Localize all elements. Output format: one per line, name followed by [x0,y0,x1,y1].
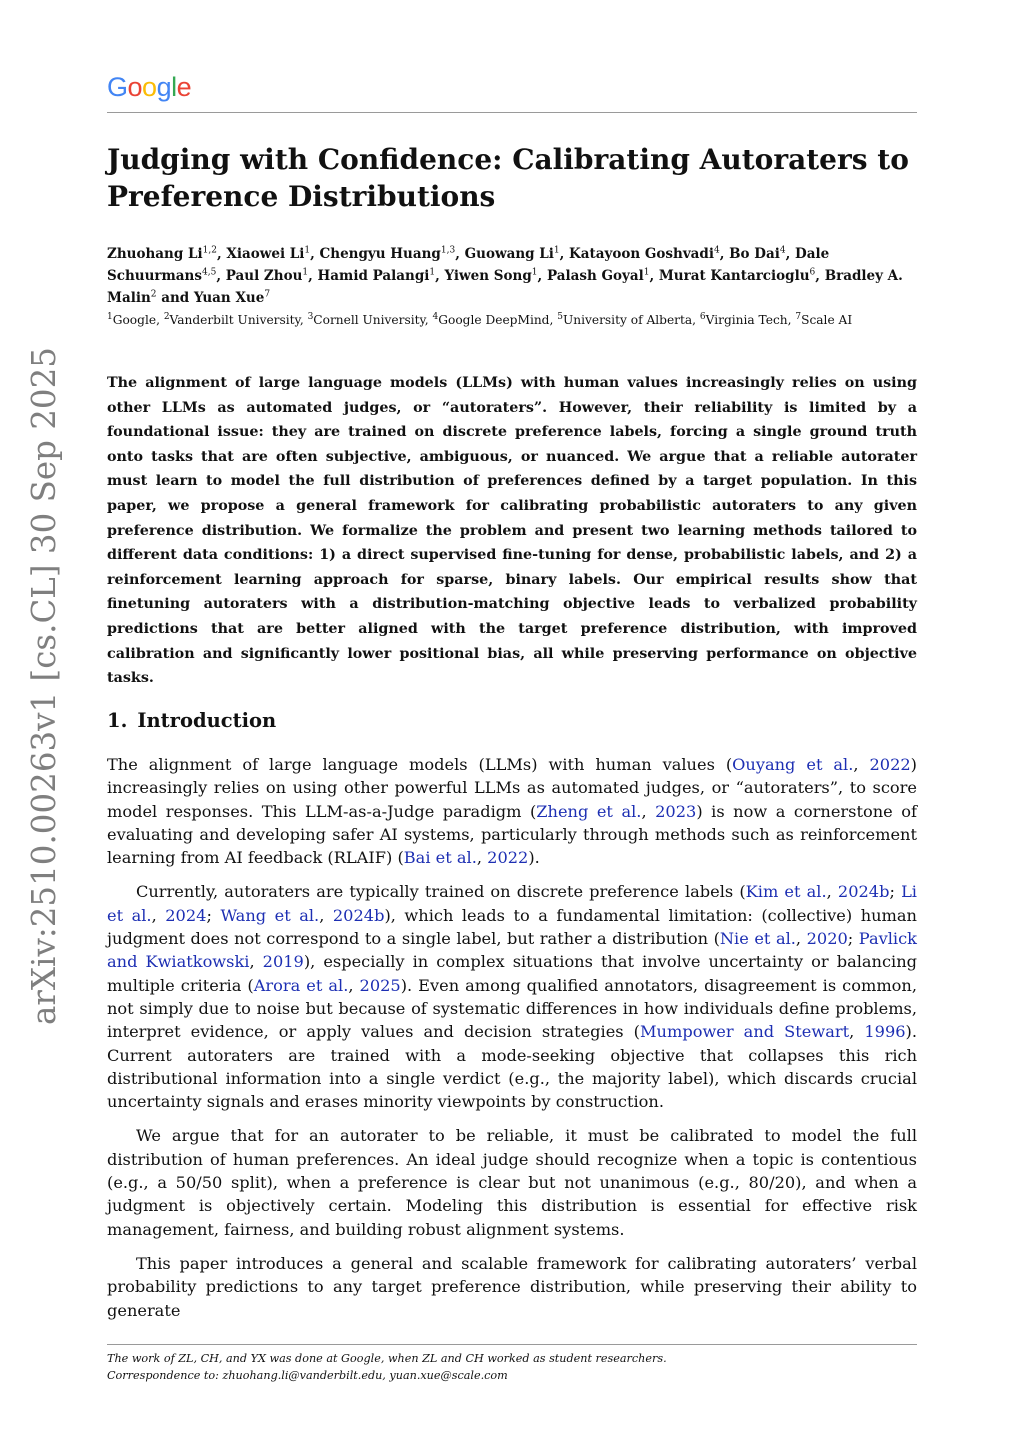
google-logo [107,74,191,101]
affiliation-name: Google [112,313,157,327]
author-affiliation-mark: 7 [264,289,271,300]
logo-letter: e [176,72,192,102]
paragraph-text: , [641,801,656,821]
author-affiliation-mark: 4,5 [201,267,217,278]
affiliation-name: Virginia Tech [705,313,788,327]
logo-letter: o [127,72,143,102]
author-affiliation-mark: 1 [643,267,650,278]
affiliation-name: Scale AI [801,313,853,327]
affiliation-name: Cornell University [313,313,425,327]
paragraph-text: ). Current autoraters are trained with a mode-seeking objective that collapses this rich distributional information into a single verdict (e.g., the majority label), which discards crucial uncertainty signals and erases minority viewpoints by construction. [107,1022,918,1112]
paragraph-text: , [249,952,263,972]
footnote-rule [107,1344,917,1345]
citation-link[interactable]: 2024b [332,905,385,925]
citation-link[interactable]: 2019 [262,952,304,972]
citation-link[interactable]: 2025 [359,975,401,995]
paragraph-text: ), which leads to a fundamental limitation: (collective) human judgment does not correspond to a single label, but rather a distribution ( [107,905,917,949]
paragraph-text: ) is now a cornerstone of evaluating and developing safer AI systems, particularly through methods such as reinforcement learning from AI feedback (RLAIF) ( [107,801,917,868]
paragraph-text: , [476,848,488,868]
paragraph-text: The alignment of large language models (LLMs) with human values ( [107,755,733,774]
paragraph-text: ; [847,929,859,949]
affiliation-mark: 7 [795,311,802,322]
paragraph-text: ) increasingly relies on using other powerful LLMs as automated judges, or “autoraters”, to score model responses. This LLM-as-a-Judge paradigm ( [107,755,917,821]
author-name: Bo Dai [729,246,780,262]
affiliation-mark: 2 [163,311,170,322]
abstract: The alignment of large language models (LLMs) with human values increasingly relies on using other LLMs as automated judges, or “autoraters”. However, their reliability is limited by a foundational issue: they are trained on discrete preference labels, forcing a single ground truth onto tasks that are often subjective, ambiguous, or nuanced. We argue that a reliable autorater must learn to model the full distribution of preferences defined by a target population. In this paper, we propose a general framework for calibrating probabilistic autoraters to any given preference distribution. We formalize the problem and present two learning methods tailored to different data conditions: 1) a direct supervised fine-tuning for dense, probabilistic labels, and 2) a reinforcement learning approach for sparse, binary labels. Our empirical results show that finetuning autoraters with a distribution-matching objective leads to verbalized probability predictions that are better aligned with the target preference distribution, with improved calibration and significantly lower positional bias, all while preserving performance on objective tasks. [107,375,917,687]
author-name: Katayoon Goshvadi [569,246,714,262]
intro-paragraph [107,1124,917,1240]
logo-letter: g [156,72,172,102]
intro-paragraph [107,753,917,869]
author-name: Paul Zhou [225,268,303,284]
author-name: Chengyu Huang [319,246,441,262]
author-name: Zhuohang Li [107,246,203,262]
author-affiliation-mark: 1 [553,245,560,256]
paragraph-text: , [853,755,870,774]
citation-link[interactable]: Wang et al. [220,905,320,925]
author-affiliation-mark: 1,2 [202,245,217,256]
intro-paragraph [107,1252,917,1322]
header-rule [107,112,917,113]
footnote-correspondence: Correspondence to: zhuohang.li@vanderbilt.edu, yuan.xue@scale.com [107,1369,508,1382]
author-name: Guowang Li [464,246,554,262]
introduction-body [107,753,917,1333]
citation-link[interactable]: Ouyang et al. [732,755,854,774]
footnote-work-note: The work of ZL, CH, and YX was done at Google, when ZL and CH worked as student researchers. [107,1352,667,1365]
author-name: Dale Schuurmans [107,246,830,284]
citation-link[interactable]: 1996 [864,1022,906,1042]
affiliation-mark: 6 [699,311,706,322]
affiliation-list: $^1$Google, $^2$Vanderbilt University, $^3$Cornell University, $^4$Google DeepMind, $^5$University of Alberta, $^6$Virginia Tech, $^7$Scale AI [107,311,853,327]
author-affiliation-mark: 1,3 [440,245,456,256]
author-name: Xiaowei Li [226,246,305,262]
author-affiliation-mark: 2 [150,289,157,300]
author-name: Yiwen Song [444,268,532,284]
affiliation-name: Vanderbilt University [169,313,300,327]
author-name: Yuan Xue [193,290,265,306]
author-affiliation-mark: 1 [429,267,436,278]
logo-letter: l [171,72,177,102]
author-name: Murat Kantarcioglu [658,268,810,284]
paragraph-text: ; [206,905,221,925]
author-affiliation-mark: 6 [809,267,816,278]
arxiv-identifier[interactable]: arXiv:2510.00263v1 [cs.CL] 30 Sep 2025 [25,347,63,1025]
paper-title: Judging with Confidence: Calibrating Autoraters to Preference Distributions [107,143,909,213]
citation-link[interactable]: Nie et al. [719,929,796,949]
section-heading [107,706,276,736]
logo-letter: G [107,72,128,102]
logo-letter: o [142,72,157,102]
author-affiliation-mark: 4 [714,245,720,256]
paragraph-text: , [319,905,333,925]
citation-link[interactable]: Arora et al. [253,975,349,995]
author-affiliation-mark: 4 [779,245,786,256]
paragraph-text: This paper introduces a general and scalable framework for calibrating autoraters’ verbal probability predictions to any target preference distribution, while preserving their ability to generate [107,1253,917,1320]
citation-link[interactable]: Zheng et al. [536,801,642,821]
citation-link[interactable]: Bai et al. [403,848,477,868]
paragraph-text: ). [528,848,540,868]
citation-link[interactable]: Li et al. [107,882,917,925]
citation-link[interactable]: 2020 [806,929,848,949]
citation-link[interactable]: Mumpower and Stewart [639,1022,850,1042]
citation-link[interactable]: Pavlick and Kwiatkowski [107,929,917,972]
citation-link[interactable]: 2023 [655,801,697,821]
section-title: Introduction [137,709,277,732]
paragraph-text: , [348,975,360,995]
affiliation-mark: 1 [107,311,113,322]
affiliation-name: University of Alberta [562,313,693,327]
affiliation-mark: 3 [307,311,314,322]
paragraph-text: , [795,929,807,949]
author-affiliation-mark: 1 [304,245,311,256]
citation-link[interactable]: 2024b [837,882,890,902]
paragraph-text: ), especially in complex situations that involve uncertainty or balancing multiple criteria ( [107,952,917,995]
citation-link[interactable]: Kim et al. [745,882,827,902]
citation-link[interactable]: 2024 [165,905,207,925]
paragraph-text: ; [889,882,902,902]
paragraph-text: , [849,1022,865,1042]
paragraph-text: , [826,882,838,902]
paragraph-text: ). Even among qualified annotators, disagreement is common, not simply due to noise but because of systematic differences in how individuals define problems, interpret evidence, or apply values and decision strategies ( [107,975,918,1042]
affiliation-name: Google DeepMind [438,313,550,327]
author-affiliation-mark: 1 [531,267,538,278]
paragraph-text: , [151,905,166,925]
paragraph-text: We argue that for an autorater to be reliable, it must be calibrated to model the full distribution of human preferences. An ideal judge should recognize when a topic is contentious (e.g., a 50/50 split), when a preference is clear but not unanimous (e.g., 80/20), and when a judgment is objectively certain. Modeling this distribution is essential for effective risk management, fairness, and building robust alignment systems. [107,1126,917,1239]
intro-paragraph [107,880,917,1113]
affiliation-mark: 4 [432,311,439,322]
citation-link[interactable]: 2022 [487,848,529,868]
citation-link[interactable]: 2022 [869,755,911,774]
author-name: Bradley A. Malin [107,268,903,306]
author-list: Zhuohang Li$^{1,2}$, Xiaowei Li$^1$, Chengyu Huang$^{1,3}$, Guowang Li$^1$, Katayoon Goshvadi$^4$, Bo Dai$^4$, Dale Schuurmans$^{4,5}$, Paul Zhou$^1$, Hamid Palangi$^1$, Yiwen Song$^1$, Palash Goyal$^1$, Murat Kantarcioglu$^6$, Bradley A. Malin$^2$ and Yuan Xue$^7$ [107,245,903,306]
author-name: Palash Goyal [546,268,644,284]
affiliation-mark: 5 [557,311,563,322]
author-name: Hamid Palangi [317,268,430,284]
paragraph-text: Currently, autoraters are typically trained on discrete preference labels ( [136,882,746,902]
section-number: 1. [107,709,128,732]
author-affiliation-mark: 1 [302,267,309,278]
